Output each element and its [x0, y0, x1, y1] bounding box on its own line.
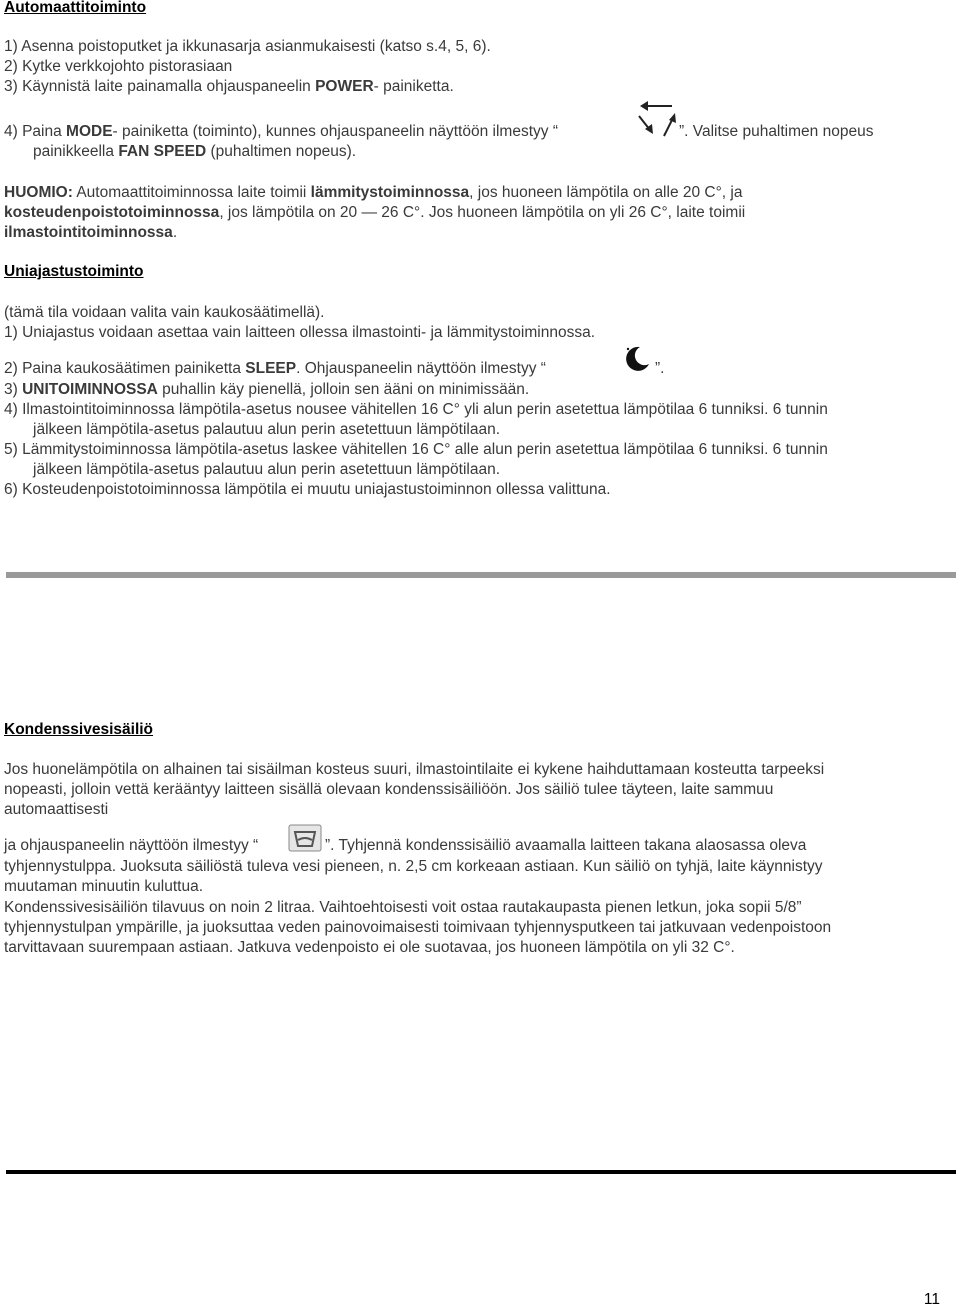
heading-kondenssivesisailio: Kondenssivesisäiliö: [4, 721, 154, 738]
paragraph-line: muutaman minuutin kuluttua.: [4, 878, 204, 895]
sleep-moon-icon: [622, 344, 652, 374]
paragraph-line: tarvittavaan suurempaan astiaan. Jatkuva vedenpoisto ei ole suotavaa, jos huoneen lämpötila on yli 32 C°.: [4, 939, 735, 956]
list-item-continuation: ”. Valitse puhaltimen nopeus: [679, 123, 874, 140]
list-item: 2) Kytke verkkojohto pistorasiaan: [4, 58, 233, 75]
heading-uniajastustoiminto: Uniajastustoiminto: [4, 263, 144, 280]
note-line: HUOMIO: Automaattitoiminnossa laite toimii lämmitystoiminnossa, jos huoneen lämpötila on alle 20 C°, ja: [4, 184, 743, 201]
note-line: kosteudenpoistotoiminnossa, jos lämpötila on 20 — 26 C°. Jos huoneen lämpötila on yli 26 C°, laite toimii: [4, 204, 746, 221]
paragraph-line: Jos huonelämpötila on alhainen tai sisäilman kosteus suuri, ilmastointilaite ei kykene haihduttamaan kosteutta tarpeeksi: [4, 761, 825, 778]
list-item: 2) Paina kaukosäätimen painiketta SLEEP. Ohjauspaneelin näyttöön ilmestyy “: [4, 360, 546, 377]
list-item: 6) Kosteudenpoistotoiminnossa lämpötila ei muutu uniajastustoiminnon ollessa valittuna.: [4, 481, 611, 498]
paragraph-line: ”. Tyhjennä kondenssisäiliö avaamalla laitteen takana alaosassa oleva: [325, 837, 807, 854]
list-item: 3) UNITOIMINNOSSA puhallin käy pienellä, jolloin sen ääni on minimissään.: [4, 381, 530, 398]
list-item: 3) Käynnistä laite painamalla ohjauspaneelin POWER- painiketta.: [4, 78, 454, 95]
heading-automaattitoiminto: Automaattitoiminto: [4, 0, 147, 16]
list-item: 5) Lämmitystoiminnossa lämpötila-asetus laskee vähitellen 16 C° alle alun perin asetettua lämpötilaa 6 tunniksi. 6 tunnin: [4, 441, 828, 458]
page-number: 11: [923, 1291, 940, 1308]
list-item: 4) Paina MODE- painiketta (toiminto), kunnes ohjauspaneelin näyttöön ilmestyy “: [4, 123, 558, 140]
list-item: 1) Uniajastus voidaan asettaa vain laitteen ollessa ilmastointi- ja lämmitystoiminnossa.: [4, 324, 595, 341]
list-item-continuation: painikkeella FAN SPEED (puhaltimen nopeus).: [33, 143, 357, 160]
list-item: 4) Ilmastointitoiminnossa lämpötila-asetus nousee vähitellen 16 C° yli alun perin asetettua lämpötilaa 6 tunniksi. 6 tunnin: [4, 401, 828, 418]
water-tank-full-icon: [288, 824, 322, 852]
footer-divider: [6, 1170, 956, 1174]
list-item: 1) Asenna poistoputket ja ikkunasarja asianmukaisesti (katso s.4, 5, 6).: [4, 38, 491, 55]
section-divider: [6, 572, 956, 578]
paragraph-line: tyhjennystulpan ympärille, ja juoksuttaa veden painovoimaisesti toimivaan tyhjennysputkeen tai jatkuvaan vedenpoistoon: [4, 919, 832, 936]
list-item-continuation: jälkeen lämpötila-asetus palautuu alun perin asetettuun lämpötilaan.: [33, 421, 501, 438]
paragraph-line: Kondenssivesisäiliön tilavuus on noin 2 litraa. Vaihtoehtoisesti voit ostaa rautakaupasta pienen letkun, joka sopii 5/8”: [4, 899, 802, 916]
auto-mode-arrows-icon: [636, 98, 678, 138]
intro-text: (tämä tila voidaan valita vain kaukosäätimellä).: [4, 304, 325, 321]
paragraph-line: ja ohjauspaneelin näyttöön ilmestyy “: [4, 837, 259, 854]
paragraph-line: automaattisesti: [4, 801, 109, 818]
list-item-continuation: ”.: [655, 360, 665, 377]
list-item-continuation: jälkeen lämpötila-asetus palautuu alun perin asetettuun lämpötilaan.: [33, 461, 501, 478]
paragraph-line: tyhjennystulppa. Juoksuta säiliöstä tuleva vesi pieneen, n. 2,5 cm korkeaan astiaan. Kun säiliö on tyhjä, laite käynnistyy: [4, 858, 823, 875]
paragraph-line: nopeasti, jolloin vettä kerääntyy laitteen sisällä olevaan kondenssisäiliöön. Jos säiliö tulee täyteen, laite sammuu: [4, 781, 774, 798]
note-line: ilmastointitoiminnossa.: [4, 224, 178, 241]
